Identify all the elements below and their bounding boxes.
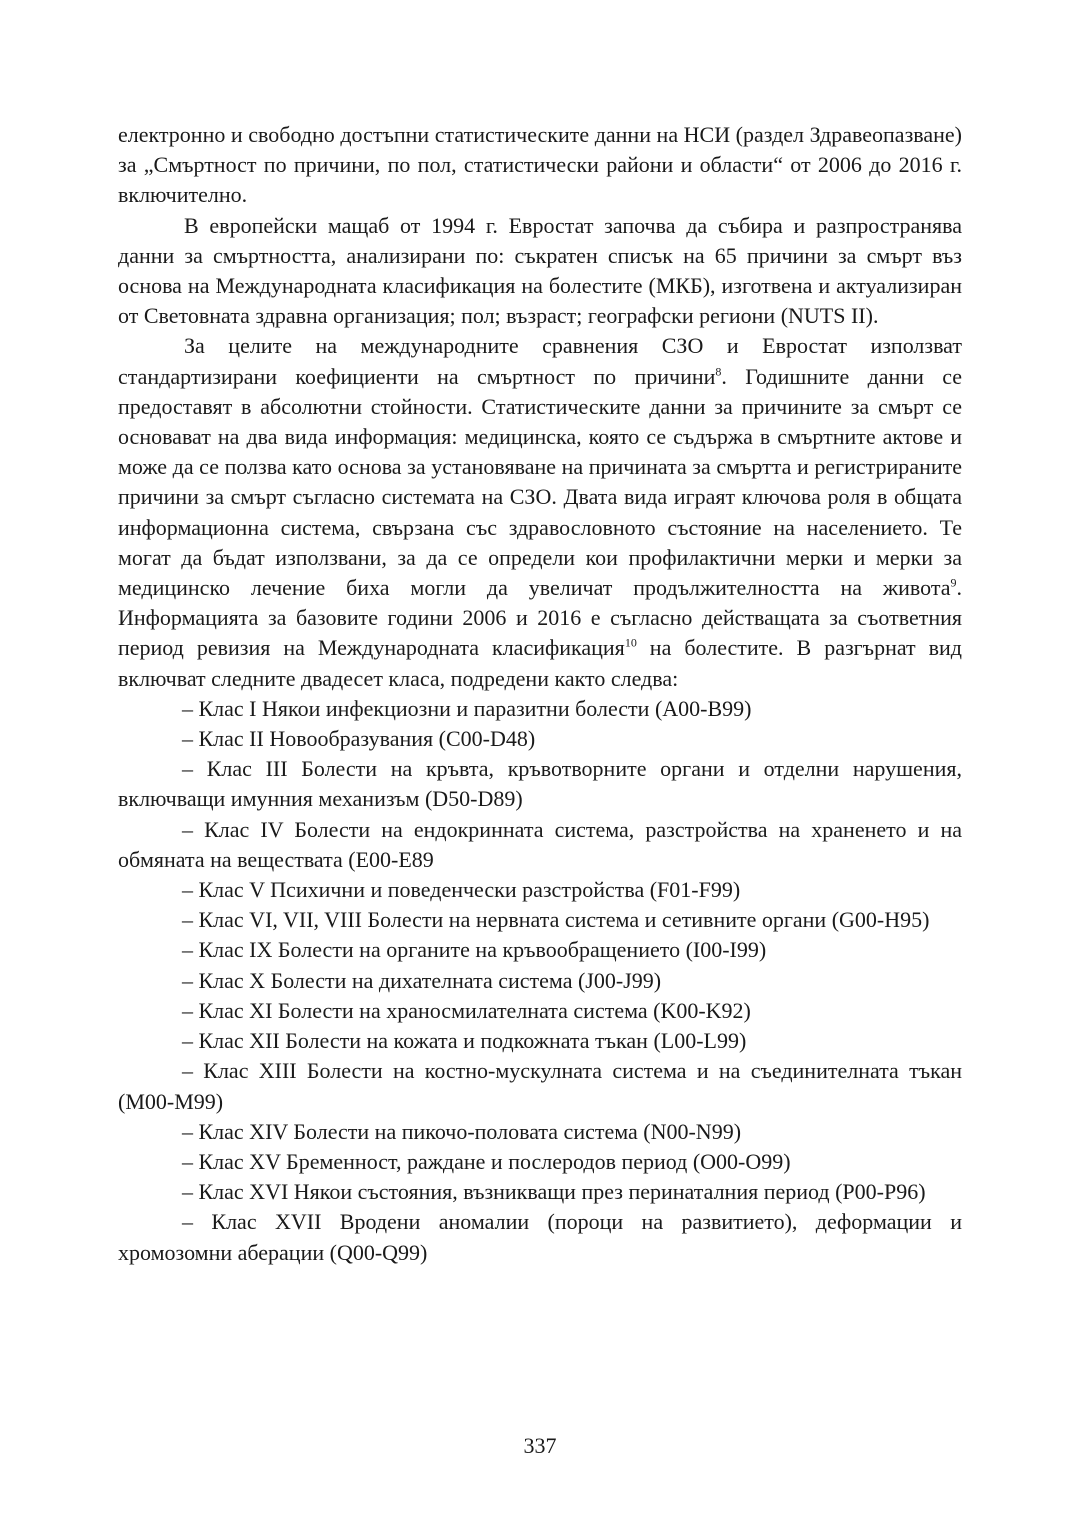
class-item-text: – Клас III Болести на кръвта, кръвотворните органи и отделни нарушения, включващи имунния механизъм (D50-D89)	[118, 756, 962, 812]
class-item-text: – Клас XVI Някои състояния, възникващи през перинаталния период (P00-P96)	[182, 1179, 926, 1205]
class-item-text: – Клас IX Болести на органите на кръвообращението (I00-I99)	[182, 937, 767, 963]
class-item-text: – Клас I Някои инфекциозни и паразитни болести (A00-B99)	[182, 695, 752, 721]
class-item-5	[118, 875, 962, 905]
class-item-14	[118, 1177, 962, 1207]
footnote-ref-10[interactable]: 10	[624, 636, 637, 651]
class-item-1	[118, 694, 962, 724]
class-item-text: – Клас XII Болести на кожата и подкожната тъкан (L00-L99)	[182, 1028, 747, 1054]
class-item-text: – Клас XVII Вродени аномалии (пороци на развитието), деформации и хромозомни аберации (Q00-Q99)	[118, 1209, 962, 1265]
class-item-text: – Клас XV Бременност, раждане и послеродов период (O00-O99)	[182, 1148, 791, 1174]
paragraph-1: електронно и свободно достъпни статистическите данни на НСИ (раздел Здравеопазване) за „Смъртност по причини, по пол, статистически райони и области“ от 2006 до 2016 г. включително.	[118, 122, 962, 208]
class-item-4	[118, 815, 962, 875]
class-item-text: – Клас XIV Болести на пикочо-половата система (N00-N99)	[182, 1118, 742, 1144]
page-body	[118, 120, 962, 1268]
class-item-15	[118, 1207, 962, 1267]
class-item-text: – Клас II Новообразувания (C00-D48)	[182, 726, 536, 752]
class-item-text: – Клас VI, VII, VIII Болести на нервната система и сетивните органи (G00-H95)	[182, 907, 930, 933]
paragraph-3-part-b: . Годишните данни се предоставят в абсолютни стойности. Статистическите данни за причините за смърт се основават на два вида информация: медицинска, която се съдържа в смъртните актове и може да се ползва като основа за установяване на причината за смъртта и регистрираните причини за смърт съгласно системата на СЗО. Двата вида играят ключова роля в общата информационна система, свързана със здравословното състояние на населението. Те могат да бъдат използвани, за да се определи кои профилактични мерки и мерки за медицинско лечение биха могли да увеличат продължителността на живота	[118, 363, 962, 601]
class-item-text: – Клас X Болести на дихателната система (J00-J99)	[182, 967, 662, 993]
class-item-2	[118, 724, 962, 754]
class-item-text: – Клас IV Болести на ендокринната система, разстройства на храненето и на обмяната на веществата (E00-E89	[118, 816, 962, 872]
class-item-text: – Клас XIII Болести на костно-мускулната система и на съединителната тъкан (M00-M99)	[118, 1058, 962, 1114]
paragraph-3	[118, 331, 962, 693]
class-item-3	[118, 754, 962, 814]
paragraph-2: В европейски мащаб от 1994 г. Евростат започва да събира и разпространява данни за смъртността, анализирани по: съкратен списък на 65 причини за смърт въз основа на Международната класификация на болестите (МКБ), изготвена и актуализиран от Световната здравна организация; пол; възраст; географски региони (NUTS II).	[118, 212, 962, 329]
paragraph-3-part-a: За целите на международните сравнения СЗО и Евростат използват стандартизирани коефициенти на смъртност по причини	[118, 333, 962, 389]
paragraph-3-part-c: . Информацията за базовите години 2006 и 2016 е съгласно действащата за съответния период ревизия на Международната класификация	[118, 575, 962, 661]
class-item-text: – Клас V Психични и поведенчески разстройства (F01-F99)	[182, 877, 741, 903]
class-item-7	[118, 935, 962, 965]
class-item-9	[118, 996, 962, 1026]
class-item-12	[118, 1117, 962, 1147]
class-item-6	[118, 905, 962, 935]
class-item-10	[118, 1026, 962, 1056]
class-item-11	[118, 1056, 962, 1116]
disease-class-list	[118, 694, 962, 1268]
class-item-text: – Клас XI Болести на храносмилателната система (K00-K92)	[182, 997, 751, 1023]
class-item-8	[118, 966, 962, 996]
footnote-ref-9[interactable]: 9	[950, 575, 957, 590]
page-number: 337	[523, 1433, 557, 1458]
footnote-ref-8[interactable]: 8	[715, 364, 722, 379]
class-item-13	[118, 1147, 962, 1177]
paragraph-3-part-d: на болестите. В разгърнат вид включват следните двадесет класа, подредени както следва:	[118, 635, 962, 691]
